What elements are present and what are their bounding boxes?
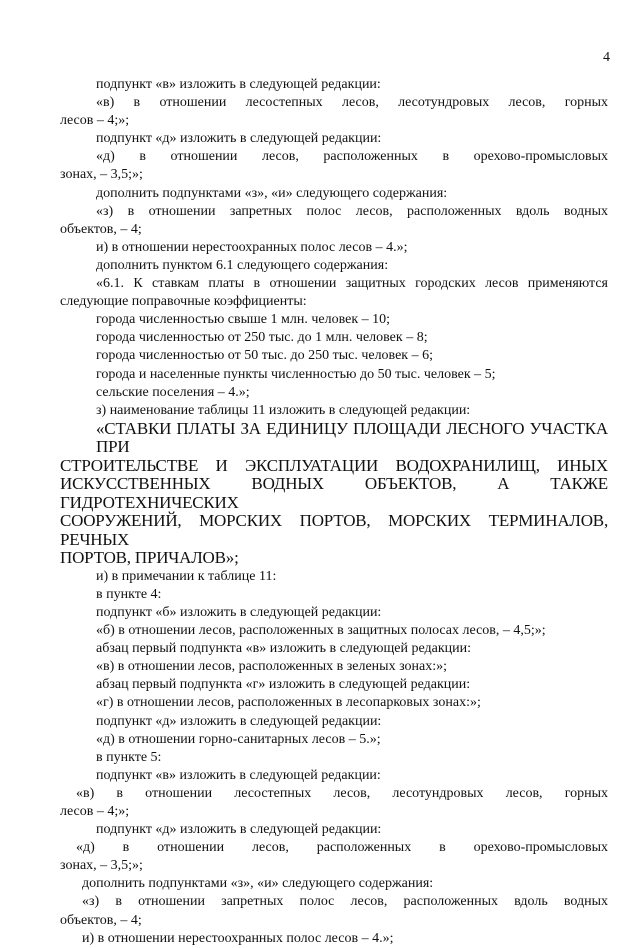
text-line: и) в отношении нерестоохранных полос лесов – 4.»; <box>96 239 408 255</box>
page-number: 4 <box>603 50 610 65</box>
text-line: «з) в отношении запретных полос лесов, расположенных вдоль водных <box>82 894 608 910</box>
text-line: подпункт «в» изложить в следующей редакции: <box>96 767 381 783</box>
text-line: абзац первый подпункта «в» изложить в следующей редакции: <box>96 641 471 657</box>
text-line: и) в примечании к таблице 11: <box>96 568 277 584</box>
text-line: лесов – 4;»; <box>60 113 130 129</box>
text-line: «в) в отношении лесостепных лесов, лесотундровых лесов, горных <box>76 785 608 801</box>
text-line: з) наименование таблицы 11 изложить в следующей редакции: <box>96 402 471 418</box>
text-line: объектов, – 4; <box>60 912 142 928</box>
text-line: в пункте 5: <box>96 749 162 765</box>
text-line: лесов – 4;»; <box>60 804 130 819</box>
text-line: «д) в отношении горно-санитарных лесов – 5.»; <box>96 731 381 747</box>
text-line: города численностью от 50 тыс. до 250 тыс. человек – 6; <box>96 348 433 364</box>
text-line: «д) в отношении лесов, расположенных в орехово-промысловых <box>96 149 608 165</box>
text-line: абзац первый подпункта «г» изложить в следующей редакции: <box>96 677 471 693</box>
text-line: города и населенные пункты численностью до 50 тыс. человек – 5; <box>96 366 496 382</box>
text-line: «б) в отношении лесов, расположенных в защитных полосах лесов, – 4,5;»; <box>96 623 546 639</box>
table-title-line: ПОРТОВ, ПРИЧАЛОВ»; <box>60 548 239 568</box>
text-line: в пункте 4: <box>96 586 162 602</box>
text-line: подпункт «д» изложить в следующей редакции: <box>96 131 382 147</box>
text-line: объектов, – 4; <box>60 221 142 237</box>
text-line: города численностью от 250 тыс. до 1 млн. человек – 8; <box>96 330 428 346</box>
table-title-line: СТРОИТЕЛЬСТВЕ И ЭКСПЛУАТАЦИИ ВОДОХРАНИЛИЩ, ИНЫХ <box>60 455 608 475</box>
text-line: зонах, – 3,5;»; <box>60 858 143 874</box>
text-line: «в) в отношении лесостепных лесов, лесотундровых лесов, горных <box>96 95 608 111</box>
text-line: «з) в отношении запретных полос лесов, расположенных вдоль водных <box>96 203 608 219</box>
table-title-line: «СТАВКИ ПЛАТЫ ЗА ЕДИНИЦУ ПЛОЩАДИ ЛЕСНОГО УЧАСТКА ПРИ <box>96 418 608 457</box>
document-body <box>60 76 608 948</box>
table-title-line: СООРУЖЕНИЙ, МОРСКИХ ПОРТОВ, МОРСКИХ ТЕРМИНАЛОВ, РЕЧНЫХ <box>60 511 608 549</box>
table-title-line: ИСКУССТВЕННЫХ ВОДНЫХ ОБЪЕКТОВ, А ТАКЖЕ ГИДРОТЕХНИЧЕСКИХ <box>60 474 608 512</box>
text-line: «д) в отношении лесов, расположенных в орехово-промысловых <box>76 840 608 856</box>
text-line: подпункт «в» изложить в следующей редакции: <box>96 77 381 92</box>
text-line: зонах, – 3,5;»; <box>60 167 143 183</box>
text-line: следующие поправочные коэффициенты: <box>60 294 307 310</box>
text-line: дополнить подпунктами «з», «и» следующего содержания: <box>96 185 448 201</box>
text-line: дополнить пунктом 6.1 следующего содержания: <box>96 257 389 273</box>
text-line: подпункт «д» изложить в следующей редакции: <box>96 713 382 729</box>
text-line: сельские поселения – 4.»; <box>96 384 250 400</box>
text-line: и) в отношении нерестоохранных полос лесов – 4.»; <box>82 930 394 946</box>
text-line: дополнить подпунктами «з», «и» следующего содержания: <box>82 876 434 892</box>
text-line: «6.1. К ставкам платы в отношении защитных городских лесов применяются <box>96 276 608 292</box>
text-line: «г) в отношении лесов, расположенных в лесопарковых зонах:»; <box>96 695 481 711</box>
text-line: подпункт «д» изложить в следующей редакции: <box>96 822 382 838</box>
text-line: «в) в отношении лесов, расположенных в зеленых зонах:»; <box>96 659 448 675</box>
text-line: города численностью свыше 1 млн. человек – 10; <box>96 312 391 328</box>
text-line: подпункт «б» изложить в следующей редакции: <box>96 604 382 620</box>
